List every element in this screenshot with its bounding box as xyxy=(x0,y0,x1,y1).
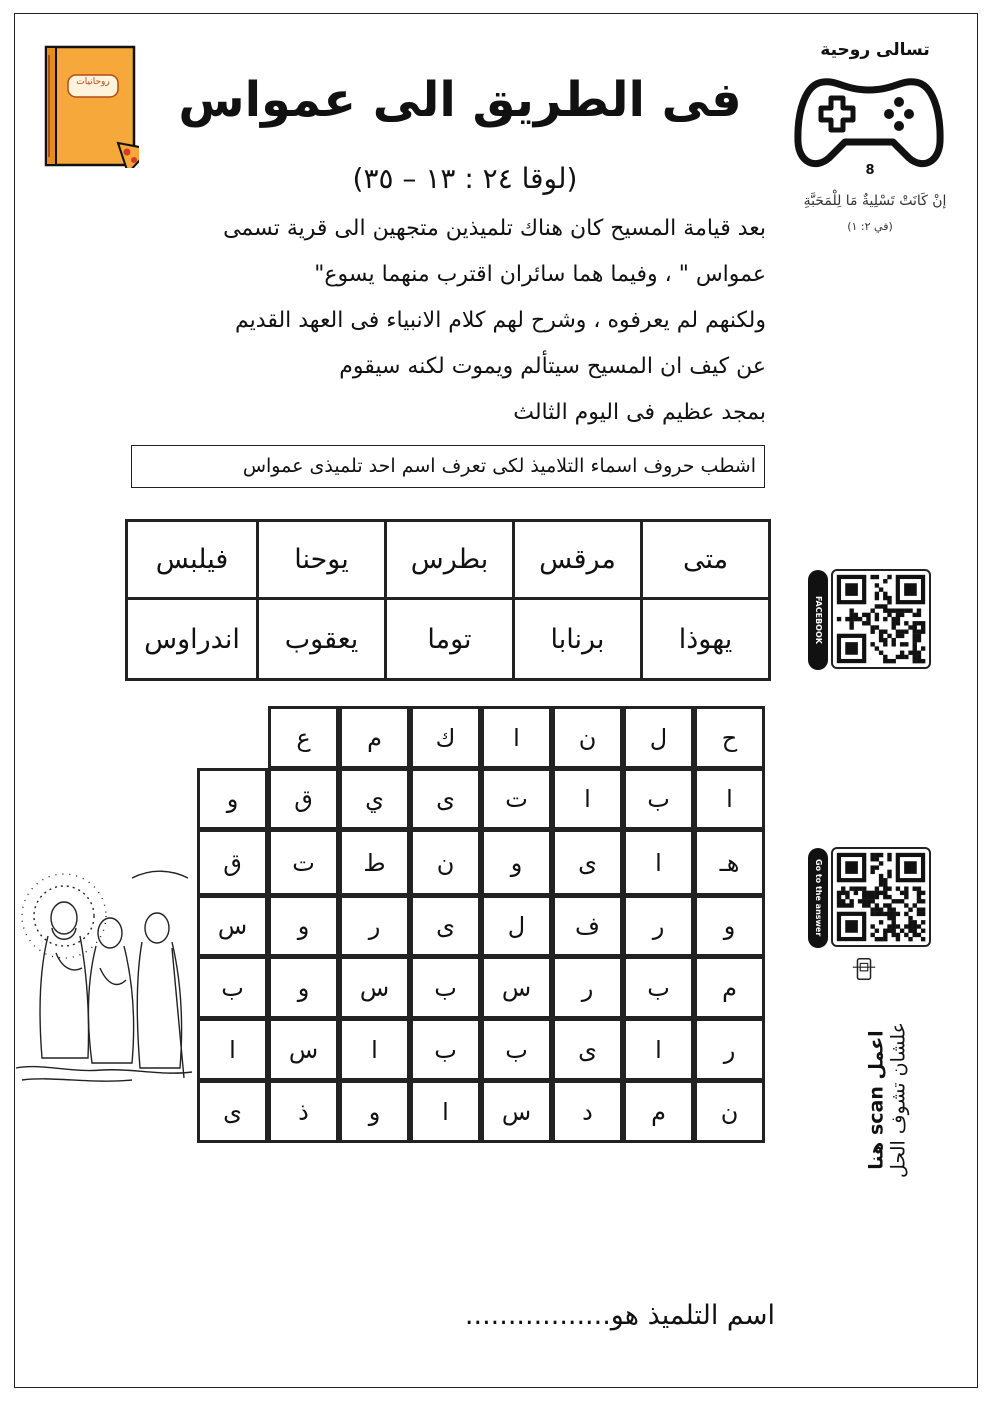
letter-cell[interactable]: ع xyxy=(268,706,339,769)
story-paragraph xyxy=(90,208,766,438)
letter-cell[interactable]: ر xyxy=(623,895,694,957)
letter-cell[interactable]: ط xyxy=(339,829,410,896)
letter-cell[interactable]: ا xyxy=(623,1018,694,1081)
paragraph-line: بعد قيامة المسيح كان هناك تلميذين متجهين الى قرية تسمى xyxy=(223,216,766,241)
answer-line: اسم التلميذ هو................. xyxy=(464,1300,775,1331)
letter-cell[interactable]: ي xyxy=(339,768,410,830)
letter-cell[interactable]: و xyxy=(339,1080,410,1143)
letter-cell[interactable]: و xyxy=(268,956,339,1019)
name-cell: اندراوس xyxy=(144,623,240,655)
letter-cell[interactable]: ح xyxy=(694,706,765,769)
name-cell: فيلبس xyxy=(128,522,256,600)
answer-qr-code[interactable] xyxy=(831,847,931,947)
name-cell: برنابا xyxy=(512,600,640,678)
facebook-tab: FACEBOOK xyxy=(808,570,828,670)
letter-cell[interactable]: ا xyxy=(552,768,623,830)
letter-cell[interactable]: د xyxy=(552,1080,623,1143)
paragraph-line: بمجد عظيم فى اليوم الثالث xyxy=(513,400,766,425)
letter-cell[interactable]: ن xyxy=(552,706,623,769)
letter-cell[interactable]: و xyxy=(268,895,339,957)
answer-tab: Go to the answer xyxy=(808,848,828,948)
letter-cell[interactable]: ا xyxy=(694,768,765,830)
letter-cell[interactable]: ا xyxy=(197,1018,268,1081)
letter-cell[interactable]: س xyxy=(481,1080,552,1143)
instruction-box: اشطب حروف اسماء التلاميذ لكى تعرف اسم احد تلميذى عمواس xyxy=(131,445,765,488)
book-label: روحانيات xyxy=(76,77,110,87)
letter-cell[interactable]: ر xyxy=(339,895,410,957)
letter-cell[interactable]: ذ xyxy=(268,1080,339,1143)
letter-cell[interactable]: ت xyxy=(481,768,552,830)
letter-cell[interactable]: ا xyxy=(410,1080,481,1143)
letter-cell[interactable]: ى xyxy=(197,1080,268,1143)
letter-cell[interactable]: ا xyxy=(339,1018,410,1081)
letter-cell[interactable]: ى xyxy=(410,895,481,957)
letter-cell[interactable]: و xyxy=(694,895,765,957)
name-cell: يعقوب xyxy=(256,600,384,678)
letter-cell[interactable]: م xyxy=(623,1080,694,1143)
letter-cell[interactable]: ن xyxy=(410,829,481,896)
letter-cell[interactable]: ى xyxy=(552,1018,623,1081)
name-cell: يهوذا xyxy=(640,600,768,678)
letter-cell[interactable]: ق xyxy=(268,768,339,830)
name-cell: بطرس xyxy=(384,522,512,600)
name-cell: يوحنا xyxy=(256,522,384,600)
scan-line-2: علشان تشوف الحل xyxy=(887,1022,910,1178)
letter-cell[interactable]: و xyxy=(197,768,268,830)
facebook-qr-code[interactable] xyxy=(831,569,931,669)
letter-cell[interactable]: ى xyxy=(410,768,481,830)
name-cell: متى xyxy=(640,522,768,600)
letter-cell[interactable]: و xyxy=(481,829,552,896)
gamepad-icon xyxy=(793,72,945,172)
name-cell: مرقس xyxy=(512,522,640,600)
letter-cell[interactable]: م xyxy=(339,706,410,769)
badge-number: 8 xyxy=(865,163,875,178)
letter-cell[interactable]: ب xyxy=(410,956,481,1019)
letter-cell[interactable]: ب xyxy=(410,1018,481,1081)
phone-scan-icon xyxy=(850,955,878,983)
badge-verse-reference: (في ٢: ١) xyxy=(847,220,893,233)
letter-cell[interactable]: ك xyxy=(410,706,481,769)
letter-cell[interactable]: ب xyxy=(623,768,694,830)
letter-cell[interactable]: ن xyxy=(694,1080,765,1143)
letter-cell[interactable]: ب xyxy=(623,956,694,1019)
scan-instruction xyxy=(838,1000,938,1195)
letter-cell[interactable]: ب xyxy=(197,956,268,1019)
letter-cell[interactable]: ت xyxy=(268,829,339,896)
letter-cell[interactable]: س xyxy=(197,895,268,957)
disciples-illustration xyxy=(12,858,194,1090)
disciples-names-table xyxy=(125,519,771,681)
name-cell: توما xyxy=(384,600,512,678)
letter-cell[interactable]: ف xyxy=(552,895,623,957)
letter-cell[interactable]: س xyxy=(339,956,410,1019)
paragraph-line: عمواس " ، وفيما هما سائران اقترب منهما يسوع" xyxy=(314,262,766,287)
letter-cell[interactable]: س xyxy=(268,1018,339,1081)
letter-cell[interactable]: ق xyxy=(197,829,268,896)
badge-verse: إنْ كَانَتْ تَسْلِيةٌ مَا لِلْمَحَبَّةِ xyxy=(803,193,947,209)
book-icon xyxy=(44,45,139,168)
letter-cell[interactable]: ر xyxy=(694,1018,765,1081)
letter-cell[interactable]: ل xyxy=(481,895,552,957)
letter-cell[interactable]: م xyxy=(694,956,765,1019)
letter-cell[interactable]: هـ xyxy=(694,829,765,896)
letter-cell[interactable]: ل xyxy=(623,706,694,769)
letter-cell[interactable]: ب xyxy=(481,1018,552,1081)
letter-cell[interactable]: ر xyxy=(552,956,623,1019)
scripture-reference: (لوقا ٢٤ : ١٣ – ٣٥) xyxy=(352,162,578,195)
paragraph-line: عن كيف ان المسيح سيتألم ويموت لكنه سيقوم xyxy=(339,354,766,379)
paragraph-line: ولكنهم لم يعرفوه ، وشرح لهم كلام الانبياء فى العهد القديم xyxy=(235,308,766,333)
letter-cell[interactable]: س xyxy=(481,956,552,1019)
scan-line-1: اعمل scan هنا xyxy=(865,1030,888,1170)
badge-title: تسالى روحية xyxy=(820,40,930,60)
letter-cell[interactable]: ا xyxy=(481,706,552,769)
letter-cell[interactable]: ا xyxy=(623,829,694,896)
page-title: فى الطريق الى عمواس xyxy=(178,72,742,128)
letter-cell[interactable]: ى xyxy=(552,829,623,896)
